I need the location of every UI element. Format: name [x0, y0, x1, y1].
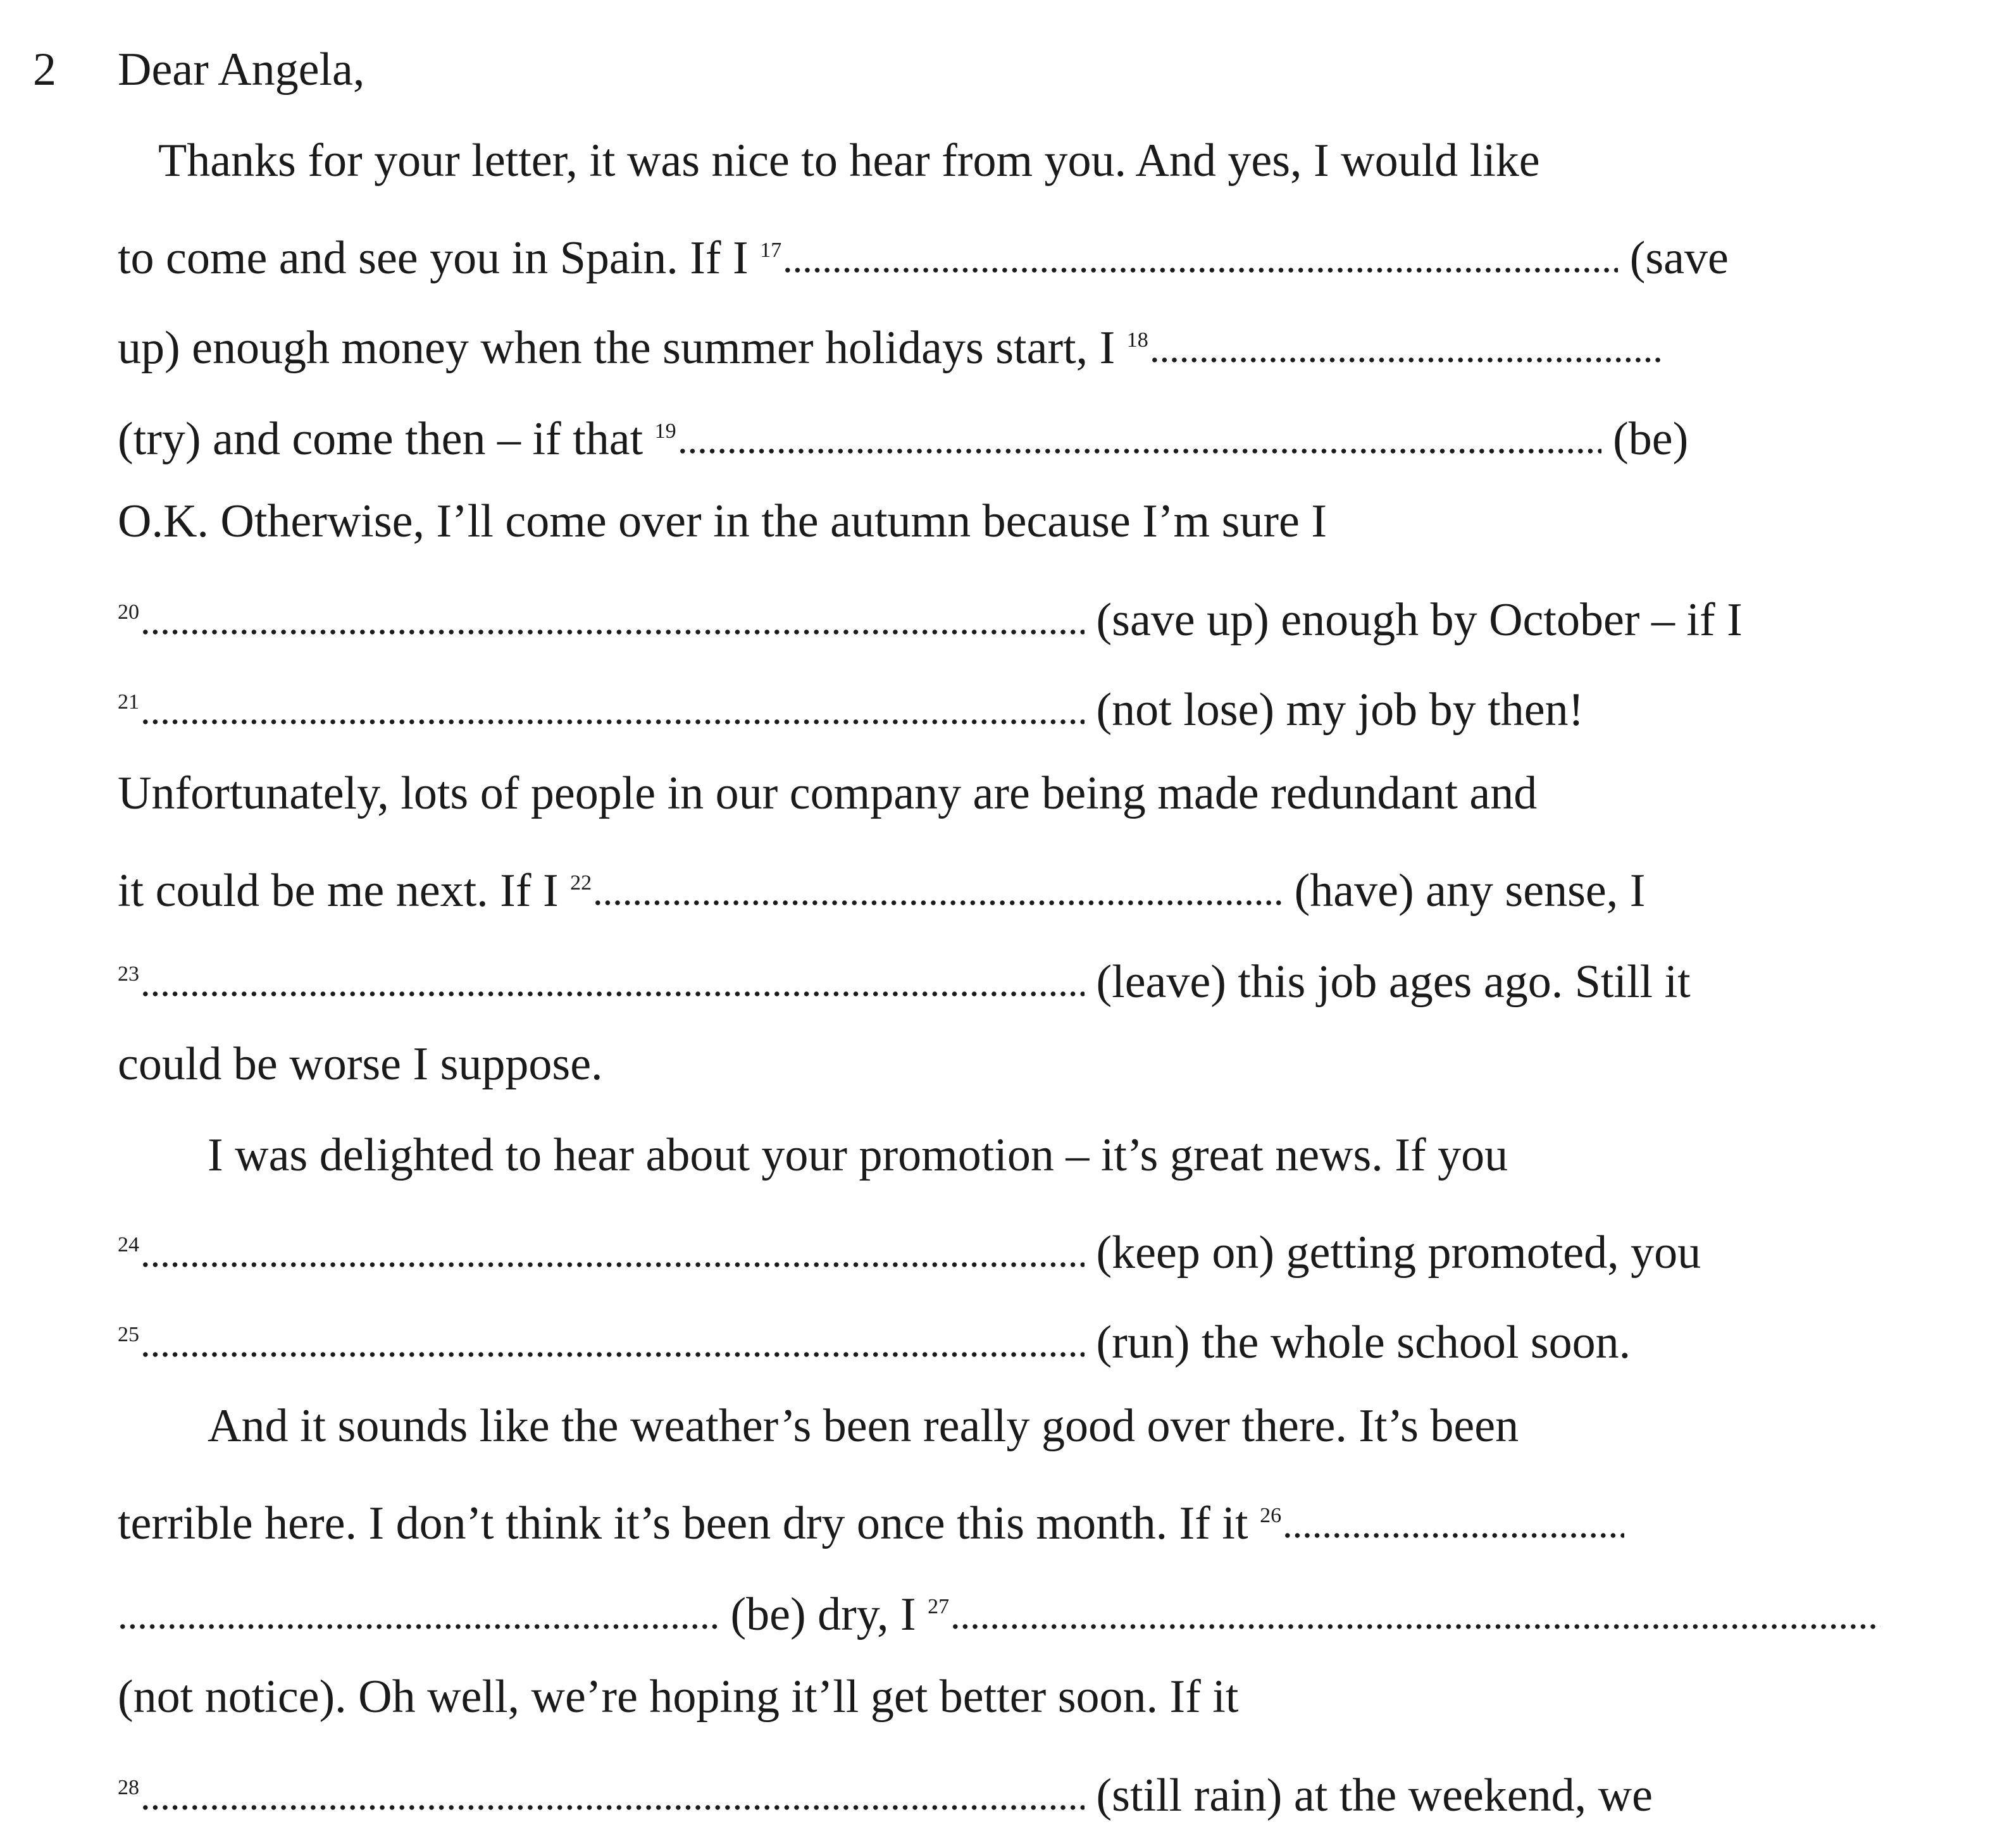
- letter-line: [118, 309, 1662, 372]
- blank-number-23: 23: [118, 962, 139, 986]
- blank-number-22: 22: [570, 871, 592, 895]
- answer-blank-18[interactable]: [1150, 348, 1662, 363]
- letter-line: [118, 1575, 1880, 1639]
- line-text: up) enough money when the summer holidays start, I: [118, 322, 1127, 374]
- letter-line: [118, 852, 1645, 915]
- line-text: And it sounds like the weather’s been really good over there. It’s been: [208, 1400, 1519, 1452]
- line-text: terrible here. I don’t think it’s been dry once this month. If it: [118, 1498, 1260, 1549]
- letter-line: [118, 1756, 1653, 1820]
- blank-number-17: 17: [760, 239, 782, 262]
- letter-line: [118, 671, 1584, 734]
- letter-line: [208, 1394, 1519, 1458]
- answer-blank-28[interactable]: [140, 1795, 1085, 1811]
- answer-blank-27[interactable]: [950, 1615, 1880, 1630]
- blank-number-24: 24: [118, 1233, 139, 1256]
- line-text: (leave) this job ages ago. Still it: [1085, 956, 1691, 1008]
- letter-line: [118, 219, 1729, 282]
- answer-blank-19[interactable]: [678, 439, 1601, 454]
- letter-line: [118, 943, 1691, 1006]
- line-text: I was delighted to hear about your promotion – it’s great news. If you: [208, 1129, 1508, 1181]
- line-text: (not lose) my job by then!: [1085, 684, 1584, 736]
- letter-line: [118, 1033, 603, 1096]
- line-text: (run) the whole school soon.: [1085, 1317, 1631, 1368]
- blank-number-21: 21: [118, 690, 139, 714]
- line-text: could be worse I suppose.: [118, 1038, 603, 1090]
- letter-line: [118, 762, 1537, 825]
- line-text: (still rain) at the weekend, we: [1085, 1770, 1653, 1821]
- blank-number-19: 19: [654, 419, 676, 443]
- line-text: O.K. Otherwise, I’ll come over in the autumn because I’m sure I: [118, 495, 1327, 547]
- blank-number-18: 18: [1126, 328, 1148, 352]
- blank-number-26: 26: [1260, 1504, 1282, 1527]
- answer-blank-21[interactable]: [140, 710, 1085, 725]
- line-text: (not notice). Oh well, we’re hoping it’ll get better soon. If it: [118, 1671, 1239, 1723]
- line-text: Thanks for your letter, it was nice to hear from you. And yes, I would like: [158, 135, 1540, 187]
- letter-line: [118, 1213, 1701, 1277]
- letter-line: [208, 1124, 1508, 1187]
- exercise-number: 2: [33, 44, 56, 96]
- letter-line: [118, 581, 1743, 644]
- answer-blank-26[interactable]: [1283, 1523, 1624, 1539]
- blank-number-25: 25: [118, 1323, 139, 1346]
- line-text: it could be me next. If I: [118, 865, 571, 917]
- line-text: (keep on) getting promoted, you: [1085, 1227, 1701, 1279]
- line-text: (be): [1601, 413, 1689, 465]
- answer-blank-26-continued[interactable]: [118, 1615, 719, 1630]
- answer-blank-17[interactable]: [783, 258, 1618, 273]
- answer-blank-24[interactable]: [140, 1253, 1085, 1268]
- line-text: (save up) enough by October – if I: [1085, 594, 1743, 646]
- blank-number-20: 20: [118, 600, 139, 624]
- greeting: [118, 38, 364, 101]
- line-text: to come and see you in Spain. If I: [118, 232, 761, 284]
- greeting-text: Dear Angela,: [118, 44, 365, 96]
- line-text: (save: [1618, 232, 1729, 284]
- letter-line: [118, 490, 1327, 553]
- answer-blank-22[interactable]: [593, 891, 1283, 906]
- letter-line: [118, 1665, 1238, 1728]
- line-text: (try) and come then – if that: [118, 413, 655, 465]
- letter-line: [118, 400, 1688, 463]
- blank-number-27: 27: [928, 1595, 950, 1618]
- letter-line: [118, 1303, 1631, 1367]
- line-text: (be) dry, I: [719, 1589, 928, 1640]
- line-text: Unfortunately, lots of people in our company are being made redundant and: [118, 767, 1538, 819]
- answer-blank-20[interactable]: [140, 620, 1085, 635]
- line-text: (have) any sense, I: [1283, 865, 1646, 917]
- answer-blank-23[interactable]: [140, 982, 1085, 997]
- blank-number-28: 28: [118, 1776, 139, 1799]
- answer-blank-25[interactable]: [140, 1343, 1085, 1358]
- letter-line: [118, 1484, 1624, 1547]
- letter-line: [158, 129, 1540, 192]
